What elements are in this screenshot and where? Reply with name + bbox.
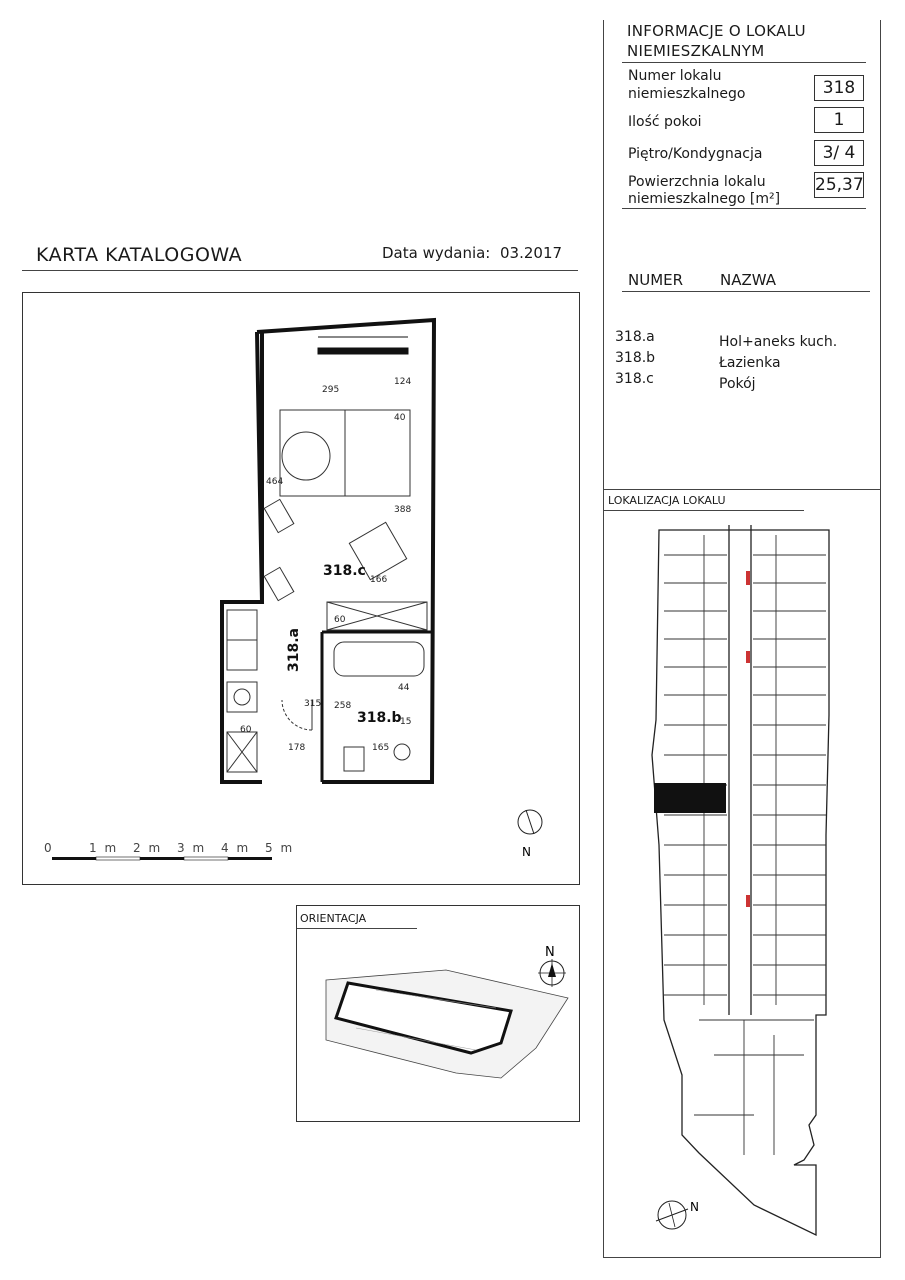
highlighted-unit [654,783,726,813]
north-arrow-icon [518,810,542,834]
rooms-col-number: NUMER [628,271,684,289]
dim-label: 124 [394,377,412,387]
page-title: KARTA KATALOGOWA [36,244,243,266]
dim-label: 315 [304,699,322,709]
room-number: 318.b [615,350,656,366]
date-label: Data wydania: [382,244,491,262]
orientation-title: ORIENTACJA [300,912,367,925]
orientation-north-label: N [545,945,555,960]
building-location-plan [604,515,880,1257]
scale-label: 1 m [89,841,119,855]
orientation-site-plan [296,928,578,1120]
room-label-318c: 318.c [323,563,366,579]
scale-label: 4 m [221,841,251,855]
dim-label: 60 [334,615,346,625]
info-rows-rule [622,208,866,209]
room-name: Hol+aneks kuch. [719,334,838,350]
scale-label: 3 m [177,841,207,855]
room-label-318a: 318.a [286,628,302,672]
floor-plan [22,292,578,883]
info-label-number-1: Numer lokalu [628,68,722,84]
scale-label: 2 m [133,841,163,855]
orientation-compass-icon [538,959,566,987]
location-title: LOKALIZACJA LOKALU [608,494,726,507]
info-value-floor: 3/ 4 [814,140,864,166]
dim-label: 295 [322,385,340,395]
dim-label: 166 [370,575,388,585]
location-title-rule [604,510,804,511]
scale-bar [52,857,272,860]
plan-north-label: N [522,845,531,859]
dim-label: 388 [394,505,412,515]
info-label-floor: Piętro/Kondygnacja [628,146,763,162]
info-panel-bottom-border [603,1257,881,1258]
info-panel-right-border [880,20,881,1258]
rooms-header-rule [622,291,870,292]
room-name: Pokój [719,376,756,392]
room-number: 318.a [615,329,655,345]
dim-label: 464 [266,477,284,487]
header-underline [22,270,578,271]
info-label-area-2: niemieszkalnego [m²] [628,191,781,207]
dim-label: 165 [372,743,390,753]
info-heading-2: NIEMIESZKALNYM [627,42,765,60]
room-label-318b: 318.b [357,710,402,726]
dim-label: 44 [398,683,410,693]
room-name: Łazienka [719,355,781,371]
info-label-number-2: niemieszkalnego [628,86,746,102]
dim-label: 178 [288,743,306,753]
room-number: 318.c [615,371,654,387]
location-top-rule [603,489,881,490]
rooms-col-name: NAZWA [720,271,777,289]
dim-label: 15 [400,717,412,727]
info-heading-1: INFORMACJE O LOKALU [627,22,806,40]
dim-label: 40 [394,413,406,423]
info-value-number: 318 [814,75,864,101]
date-value: 03.2017 [500,244,563,262]
info-value-rooms: 1 [814,107,864,133]
info-value-area: 25,37 [814,172,864,198]
unit-grid [664,535,826,1155]
dim-label: 258 [334,701,352,711]
info-label-area-1: Powierzchnia lokalu [628,174,766,190]
scale-label: 0 [44,841,54,855]
location-north-label: N [690,1200,699,1214]
compass-icon [656,1201,688,1229]
dim-label: 60 [240,725,252,735]
info-label-rooms: Ilość pokoi [628,114,702,130]
scale-label: 5 m [265,841,295,855]
info-heading-rule [622,62,866,63]
